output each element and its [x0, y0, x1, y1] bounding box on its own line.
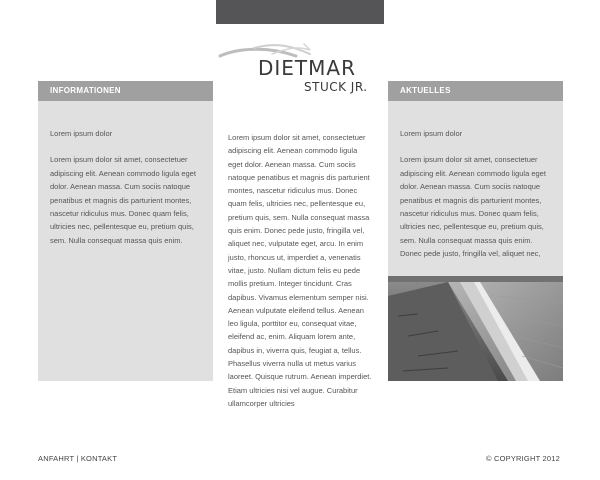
info-panel-subtitle: Lorem ipsum dolor [50, 129, 113, 138]
top-bar [216, 0, 384, 24]
logo-name-line1: DIETMAR [258, 56, 356, 80]
news-photo [388, 276, 563, 381]
main-content-text: Lorem ipsum dolor sit amet, consectetuer adipiscing elit. Aenean commodo ligula eget dolor. Aenean massa. Cum sociis natoque penatibus et magnis dis parturient montes, nascetur ridiculus mus. Donec quam felis, ultricies nec, pellentesque eu, pretium quis, sem. Nulla consequat massa quis enim. Donec pede justo, fringilla vel, aliquet nec, vulputate eget, arcu. In enim justo, rhoncus ut, imperdiet a, venenatis vitae, justo. Nullam dictum felis eu pede mollis pretium. Integer tincidunt. Cras dapibus. Vivamus elementum semper nisi. Aenean vulputate eleifend tellus. Aenean leo ligula, porttitor eu, consequat vitae, eleifend ac, enim. Aliquam lorem ante, dapibus in, viverra quis, feugiat a, tellus. Phasellus viverra nulla ut metus varius laoreet. Quisque rutrum. Aenean imperdiet. Etiam ultricies nisi vel augue. Curabitur ullamcorper ultricies [228, 133, 372, 408]
info-panel [38, 81, 213, 381]
news-panel-subtitle: Lorem ipsum dolor [400, 129, 463, 138]
news-panel-body: Lorem ipsum dolor sit amet, consectetuer adipiscing elit. Aenean commodo ligula eget dolor. Aenean massa. Cum sociis natoque penatibus et magnis dis parturient montes, nascetur ridiculus mus. Donec quam felis, ultricies nec, pellentesque eu, pretium quis, sem. Nulla consequat massa quis enim. Donec pede justo, fringilla vel, aliquet nec, [400, 155, 546, 259]
info-panel-title: INFORMATIONEN [38, 81, 213, 101]
info-panel-body: Lorem ipsum dolor sit amet, consectetuer adipiscing elit. Aenean commodo ligula eget dolor. Aenean massa. Cum sociis natoque penatibus et magnis dis parturient montes, nascetur ridiculus mus. Donec quam felis, ultricies nec, pellentesque eu, pretium quis, sem. Nulla consequat massa quis enim. [50, 155, 196, 245]
footer-nav-links[interactable]: ANFAHRT | KONTAKT [38, 454, 118, 463]
site-logo[interactable] [218, 42, 378, 102]
news-panel-title: AKTUELLES [388, 81, 563, 101]
logo-name-line2: STUCK JR. [304, 80, 368, 94]
footer-copyright: © COPYRIGHT 2012 [485, 454, 560, 463]
